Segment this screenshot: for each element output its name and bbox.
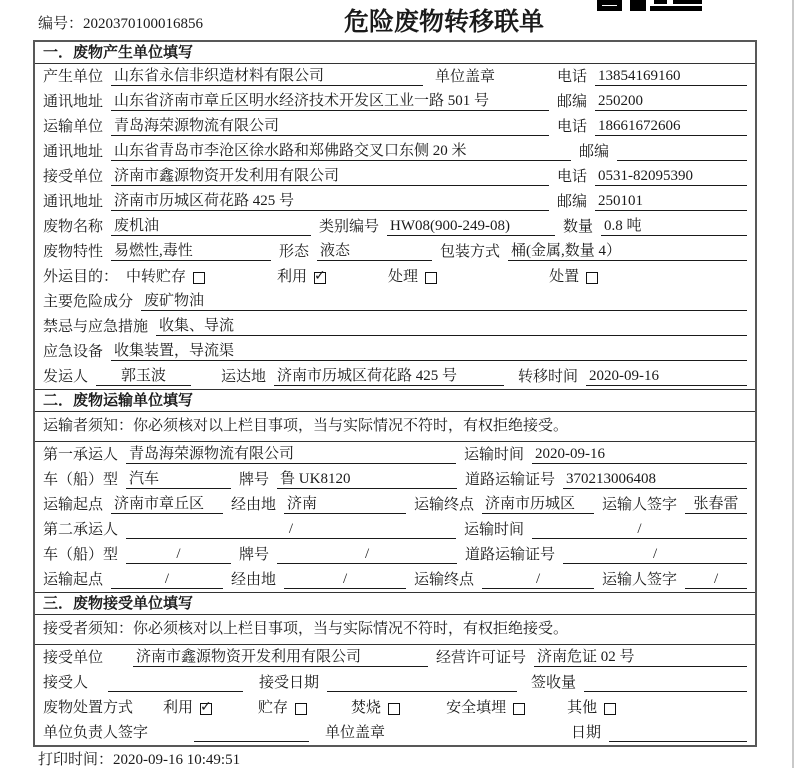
row-emergency-measures — [35, 314, 755, 339]
row-dispatch — [35, 364, 755, 389]
page-title: 危险废物转移联单 — [343, 8, 544, 36]
waste-traits-label: 废物特性 — [43, 244, 104, 260]
route-end-label: 运输终点 — [414, 497, 475, 513]
carrier-signature-value: 张春雷 — [685, 492, 747, 514]
generator-phone-value: 13854169160 — [595, 68, 747, 86]
receiver-postcode-value: 250101 — [595, 193, 747, 211]
receiver-seal-label: 单位盖章 — [325, 725, 386, 741]
row-emergency-equipment — [35, 339, 755, 364]
second-transport-date-value: / — [532, 521, 747, 539]
route-via-value: 济南 — [284, 492, 406, 514]
license-number-label: 经营许可证号 — [436, 650, 527, 666]
receiver-person-value — [108, 674, 243, 692]
plate-number-label: 牌号 — [239, 472, 270, 488]
transporter-postcode-value — [617, 143, 747, 161]
road-permit-label: 道路运输证号 — [465, 472, 556, 488]
emergency-equipment-value: 收集装置，导流渠 — [111, 339, 747, 361]
row-transporter-unit — [35, 114, 755, 139]
packaging-value: 桶(金属,数量 4） — [508, 239, 747, 261]
option-other — [567, 696, 616, 717]
waste-name-value: 废机油 — [111, 214, 311, 236]
doc-number-value: 2020370100016856 — [83, 16, 204, 32]
generator-unit-value: 山东省永信非织造材料有限公司 — [111, 64, 423, 86]
receiver-unit-value: 济南市鑫源物资开发利用有限公司 — [111, 164, 549, 186]
row-transfer-purpose — [35, 264, 755, 289]
receiver-phone-value: 0531-82095390 — [595, 168, 747, 186]
transporter-phone-value: 18661672606 — [595, 118, 747, 136]
disposal-method-label: 废物处置方式 — [43, 700, 134, 716]
waste-quantity-label: 数量 — [563, 219, 594, 235]
transporter-postcode-label: 邮编 — [578, 144, 609, 160]
road-permit-value: 370213006408 — [563, 471, 747, 489]
row-first-vehicle — [35, 467, 755, 492]
option-dispose-label: 处置 — [549, 269, 580, 285]
emergency-equipment-label: 应急设备 — [43, 344, 104, 360]
dispatcher-label: 发运人 — [43, 369, 89, 385]
receiving-unit-label: 接受单位 — [43, 650, 104, 666]
option-landfill — [446, 696, 525, 717]
window-edge — [792, 0, 794, 768]
option-transfer-storage-label: 中转贮存 — [126, 269, 187, 285]
dispatcher-value: 郭玉波 — [96, 364, 191, 386]
emergency-measures-value: 收集、导流 — [156, 314, 747, 336]
option-dispose — [549, 265, 598, 286]
checkbox-utilize — [314, 272, 326, 284]
checkbox-transfer-storage — [193, 272, 205, 284]
section1-heading: 一．废物产生单位填写 — [35, 42, 755, 64]
generator-postcode-label: 邮编 — [556, 94, 587, 110]
hazard-components-label: 主要危险成分 — [43, 294, 134, 310]
row-second-carrier — [35, 517, 755, 542]
checkbox-disposal-utilize — [200, 703, 212, 715]
manifest-form — [33, 40, 757, 747]
route-end-value: 济南市历城区 — [482, 492, 594, 514]
row-receiver-unit — [35, 164, 755, 189]
option-incinerate-label: 焚烧 — [351, 700, 382, 716]
destination-value: 济南市历城区荷花路 425 号 — [274, 364, 504, 386]
row-second-route — [35, 567, 755, 592]
option-utilize-label: 利用 — [277, 269, 308, 285]
checkbox-incinerate — [388, 703, 400, 715]
row-generator-unit — [35, 64, 755, 89]
option-incinerate — [351, 696, 400, 717]
receiver-address-label: 通讯地址 — [43, 194, 104, 210]
section2-heading: 二．废物运输单位填写 — [35, 389, 755, 412]
waste-traits-value: 易燃性,毒性 — [111, 239, 271, 261]
vehicle-type-value: 汽车 — [126, 467, 231, 489]
carrier-signature-label: 运输人签字 — [602, 497, 678, 513]
route-via-label: 经由地 — [231, 497, 277, 513]
receiver-notice: 接受者须知：你必须核对以上栏目事项，当与实际情况不符时，有权拒绝接受。 — [35, 615, 755, 645]
row-receiver-person — [35, 670, 755, 695]
option-treat-label: 处理 — [388, 269, 419, 285]
receiver-address-value: 济南市历城区荷花路 425 号 — [111, 189, 549, 211]
row-generator-address — [35, 89, 755, 114]
checkbox-storage — [295, 703, 307, 715]
waste-code-value: HW08(900-249-08) — [387, 218, 555, 236]
destination-label: 运达地 — [221, 369, 267, 385]
waste-quantity-value: 0.8 吨 — [601, 214, 747, 236]
unit-seal-label: 单位盖章 — [435, 69, 496, 85]
row-transporter-address — [35, 139, 755, 164]
option-landfill-label: 安全填埋 — [446, 700, 507, 716]
receive-date-value — [327, 674, 517, 692]
first-carrier-value: 青岛海荣源物流有限公司 — [126, 442, 456, 464]
generator-unit-label: 产生单位 — [43, 69, 104, 85]
second-route-origin-value: / — [111, 571, 223, 589]
vehicle-type-label: 车（船）型 — [43, 472, 119, 488]
date-value — [609, 724, 747, 742]
received-quantity-value — [584, 674, 747, 692]
second-route-via-value: / — [284, 571, 406, 589]
qr-code-fragment — [597, 0, 703, 11]
section3-heading: 三．废物接受单位填写 — [35, 592, 755, 615]
option-treat — [388, 265, 437, 286]
received-quantity-label: 签收量 — [531, 675, 577, 691]
transporter-unit-label: 运输单位 — [43, 119, 104, 135]
checkbox-treat — [425, 272, 437, 284]
doc-number-label: 编号： — [38, 16, 84, 32]
second-route-via-label: 经由地 — [231, 572, 277, 588]
second-carrier-signature-label: 运输人签字 — [602, 572, 678, 588]
second-plate-number-label: 牌号 — [239, 547, 270, 563]
option-storage — [258, 696, 307, 717]
second-road-permit-label: 道路运输证号 — [465, 547, 556, 563]
print-time-value: 2020-09-16 10:49:51 — [113, 752, 241, 768]
transporter-address-value: 山东省青岛市李沧区徐水路和郑佛路交叉口东侧 20 米 — [111, 139, 571, 161]
first-carrier-label: 第一承运人 — [43, 447, 119, 463]
second-vehicle-type-value: / — [126, 546, 231, 564]
generator-address-value: 山东省济南市章丘区明水经济技术开发区工业一路 501 号 — [111, 89, 549, 111]
second-route-end-value: / — [482, 571, 594, 589]
checkbox-other — [604, 703, 616, 715]
generator-address-label: 通讯地址 — [43, 94, 104, 110]
receive-date-label: 接受日期 — [259, 675, 320, 691]
second-route-origin-label: 运输起点 — [43, 572, 104, 588]
second-carrier-value: / — [126, 521, 456, 539]
row-first-route — [35, 492, 755, 517]
row-hazard-components — [35, 289, 755, 314]
option-storage-label: 贮存 — [258, 700, 289, 716]
second-transport-date-label: 运输时间 — [464, 522, 525, 538]
first-transport-date-value: 2020-09-16 — [532, 446, 747, 464]
second-plate-number-value: / — [277, 546, 457, 564]
receiver-person-label: 接受人 — [43, 675, 89, 691]
checkbox-landfill — [513, 703, 525, 715]
first-transport-date-label: 运输时间 — [464, 447, 525, 463]
row-receiver-address — [35, 189, 755, 214]
row-waste-traits — [35, 239, 755, 264]
second-road-permit-value: / — [563, 546, 747, 564]
second-carrier-label: 第二承运人 — [43, 522, 119, 538]
license-number-value: 济南危证 02 号 — [534, 645, 747, 667]
option-other-label: 其他 — [567, 700, 598, 716]
waste-code-label: 类别编号 — [319, 219, 380, 235]
waste-form-value: 液态 — [317, 239, 432, 261]
second-route-end-label: 运输终点 — [414, 572, 475, 588]
transporter-notice: 运输者须知：你必须核对以上栏目事项，当与实际情况不符时，有权拒绝接受。 — [35, 412, 755, 442]
waste-form-label: 形态 — [279, 244, 310, 260]
row-responsible-signature — [35, 720, 755, 745]
print-time — [38, 748, 240, 768]
option-transfer-storage — [126, 265, 205, 286]
transfer-purpose-label: 外运目的： — [43, 269, 119, 285]
option-disposal-utilize — [163, 696, 212, 717]
transfer-date-value: 2020-09-16 — [586, 368, 747, 386]
row-first-carrier — [35, 442, 755, 467]
second-vehicle-type-label: 车（船）型 — [43, 547, 119, 563]
generator-phone-label: 电话 — [556, 69, 587, 85]
route-origin-value: 济南市章丘区 — [111, 492, 223, 514]
receiver-unit-label: 接受单位 — [43, 169, 104, 185]
route-origin-label: 运输起点 — [43, 497, 104, 513]
option-utilize — [277, 265, 326, 286]
row-disposal-method — [35, 695, 755, 720]
date-label: 日期 — [571, 725, 602, 741]
row-second-vehicle — [35, 542, 755, 567]
packaging-label: 包装方式 — [440, 244, 501, 260]
hazard-components-value: 废矿物油 — [141, 289, 747, 311]
transporter-unit-value: 青岛海荣源物流有限公司 — [111, 114, 549, 136]
transfer-date-label: 转移时间 — [518, 369, 579, 385]
responsible-signature-value — [194, 724, 309, 742]
transporter-address-label: 通讯地址 — [43, 144, 104, 160]
generator-postcode-value: 250200 — [595, 93, 747, 111]
receiver-phone-label: 电话 — [556, 169, 587, 185]
transporter-phone-label: 电话 — [556, 119, 587, 135]
checkbox-dispose — [586, 272, 598, 284]
plate-number-value: 鲁 UK8120 — [277, 467, 457, 489]
print-time-label: 打印时间： — [38, 752, 114, 768]
receiver-postcode-label: 邮编 — [556, 194, 587, 210]
option-disposal-utilize-label: 利用 — [163, 700, 194, 716]
row-receiving-unit — [35, 645, 755, 670]
row-waste-name — [35, 214, 755, 239]
receiving-unit-value: 济南市鑫源物资开发利用有限公司 — [133, 645, 428, 667]
waste-name-label: 废物名称 — [43, 219, 104, 235]
emergency-measures-label: 禁忌与应急措施 — [43, 319, 149, 335]
responsible-signature-label: 单位负责人签字 — [43, 725, 149, 741]
second-carrier-signature-value: / — [685, 571, 747, 589]
